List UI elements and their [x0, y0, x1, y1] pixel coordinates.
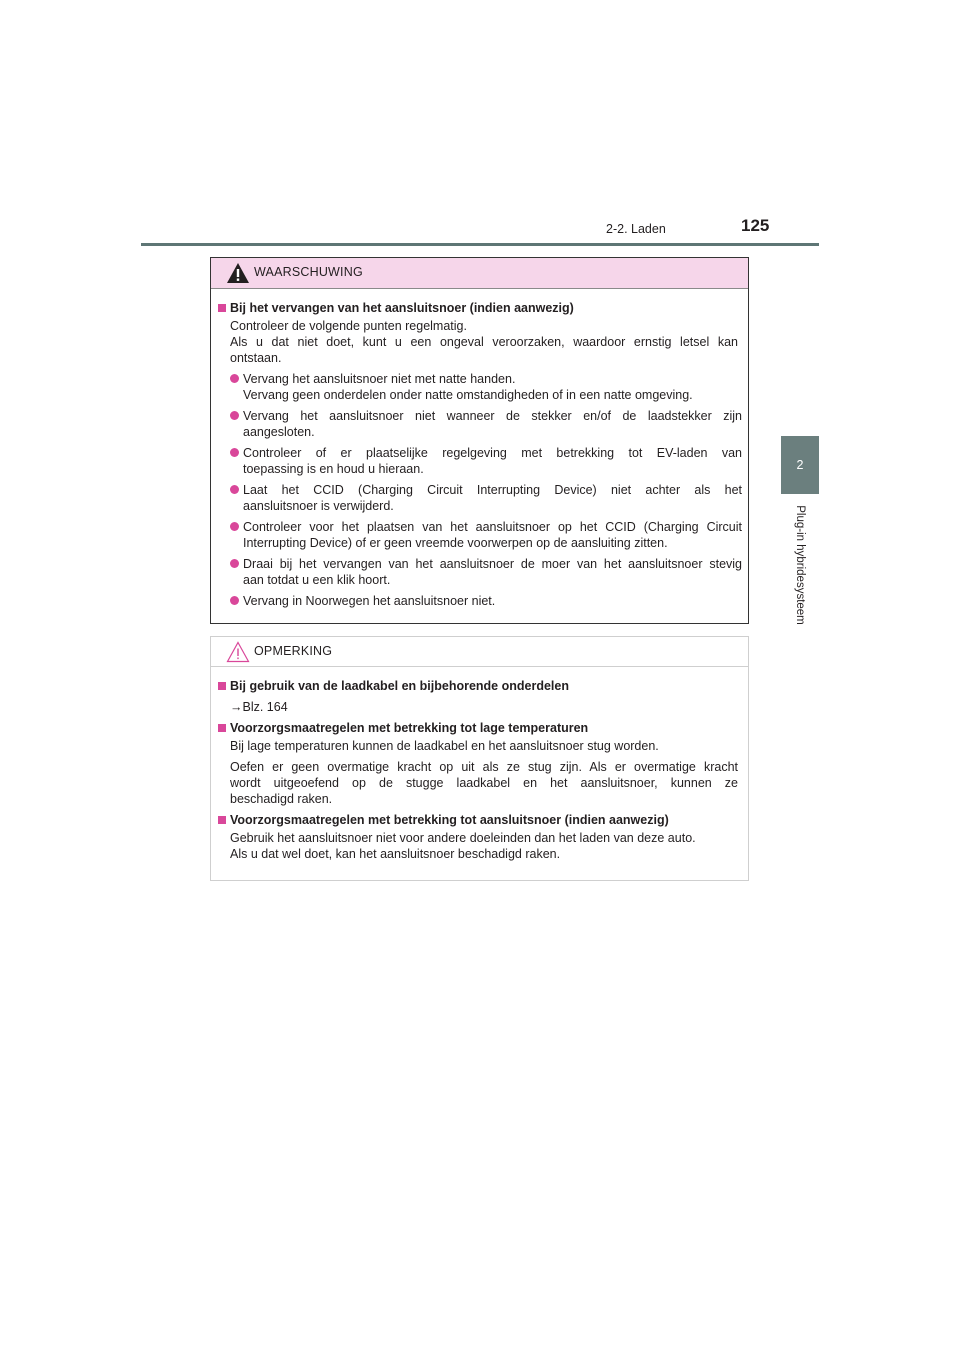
warning-intro-line: Als u dat niet doet, kunt u een ongeval veroorzaken, waardoor ernstig letsel kan — [230, 335, 738, 349]
notice-section-title-text: Bij gebruik van de laadkabel en bijbehorende onderdelen — [230, 679, 569, 693]
round-bullet-icon — [230, 485, 239, 494]
round-bullet-icon — [230, 559, 239, 568]
chapter-label: Plug-in hybridesysteem — [794, 505, 806, 625]
warning-bullet — [217, 519, 742, 551]
square-bullet-icon — [218, 682, 226, 690]
warning-section-title-text: Bij het vervangen van het aansluitsnoer (indien aanwezig) — [230, 301, 574, 315]
bullet-line: Controleer voor het plaatsen van het aansluitsnoer op het CCID (Charging Circuit — [243, 520, 742, 534]
bullet-line: aan totdat u een klik hoort. — [243, 573, 391, 587]
bullet-line: aangesloten. — [243, 425, 315, 439]
caution-triangle-icon — [226, 641, 250, 663]
bullet-line: Controleer of er plaatselijke regelgeving met betrekking tot EV-laden van — [243, 446, 742, 460]
notice-header — [211, 637, 748, 667]
paragraph-line: Gebruik het aansluitsnoer niet voor andere doeleinden dan het laden van deze auto. — [230, 831, 696, 845]
bullet-line: Vervang in Noorwegen het aansluitsnoer niet. — [243, 594, 496, 608]
warning-body — [211, 289, 748, 609]
warning-bullet — [217, 445, 742, 477]
paragraph-line: beschadigd raken. — [230, 792, 333, 806]
warning-bullet — [217, 408, 742, 440]
square-bullet-icon — [218, 724, 226, 732]
chapter-tab: 2 — [781, 436, 819, 494]
notice-body — [211, 667, 748, 862]
warning-header — [211, 258, 748, 289]
warning-title: WAARSCHUWING — [254, 265, 363, 279]
warning-section-title — [217, 300, 742, 316]
notice-section-title — [217, 812, 742, 828]
notice-section-title-text: Voorzorgsmaatregelen met betrekking tot lage temperaturen — [230, 721, 589, 735]
notice-section-title — [217, 720, 742, 736]
page-reference: →Blz. 164 — [230, 700, 288, 714]
notice-section — [217, 720, 742, 807]
warning-intro — [217, 318, 742, 366]
warning-bullet — [217, 482, 742, 514]
notice-title: OPMERKING — [254, 644, 333, 658]
bullet-line: aansluitsnoer is verwijderd. — [243, 499, 394, 513]
bullet-line: Draai bij het vervangen van het aansluitsnoer de moer van het aansluitsnoer stevig — [243, 557, 742, 571]
notice-paragraph — [217, 830, 742, 862]
notice-section — [217, 812, 742, 862]
paragraph-line: wordt uitgeoefend op de stugge laadkabel en het aansluitsnoer, kunnen ze — [230, 776, 738, 790]
warning-triangle-icon — [226, 262, 250, 284]
bullet-line: Vervang geen onderdelen onder natte omstandigheden of in een natte omgeving. — [243, 388, 693, 402]
warning-bullet — [217, 556, 742, 588]
round-bullet-icon — [230, 411, 239, 420]
bullet-line: Laat het CCID (Charging Circuit Interrupting Device) niet achter als het — [243, 483, 742, 497]
bullet-line: Vervang het aansluitsnoer niet wanneer de stekker en/of de laadstekker zijn — [243, 409, 742, 423]
notice-box — [210, 636, 749, 881]
round-bullet-icon — [230, 374, 239, 383]
section-header: 2-2. Laden — [606, 222, 666, 236]
page-number: 125 — [741, 216, 770, 235]
notice-section-title — [217, 678, 742, 694]
warning-intro-line: ontstaan. — [230, 351, 282, 365]
round-bullet-icon — [230, 522, 239, 531]
square-bullet-icon — [218, 816, 226, 824]
notice-paragraph: Bij lage temperaturen kunnen de laadkabel en het aansluitsnoer stug worden. — [230, 739, 659, 753]
bullet-line: Interrupting Device) of er geen vreemde voorwerpen op de aansluiting zitten. — [243, 536, 668, 550]
paragraph-line: Als u dat wel doet, kan het aansluitsnoer beschadigd raken. — [230, 847, 561, 861]
bullet-line: toepassing is en houd u hieraan. — [243, 462, 424, 476]
paragraph-line: Oefen er geen overmatige kracht op uit als ze stug zijn. Als er overmatige kracht — [230, 760, 738, 774]
square-bullet-icon — [218, 304, 226, 312]
header-rule — [141, 243, 819, 246]
notice-section-title-text: Voorzorgsmaatregelen met betrekking tot aansluitsnoer (indien aanwezig) — [230, 813, 669, 827]
notice-section — [217, 678, 742, 715]
warning-intro-line: Controleer de volgende punten regelmatig. — [230, 319, 467, 333]
round-bullet-icon — [230, 596, 239, 605]
bullet-line: Vervang het aansluitsnoer niet met natte handen. — [243, 372, 516, 386]
warning-bullet — [217, 593, 742, 609]
warning-bullet — [217, 371, 742, 403]
notice-paragraph — [217, 759, 742, 807]
round-bullet-icon — [230, 448, 239, 457]
warning-box — [210, 257, 749, 624]
